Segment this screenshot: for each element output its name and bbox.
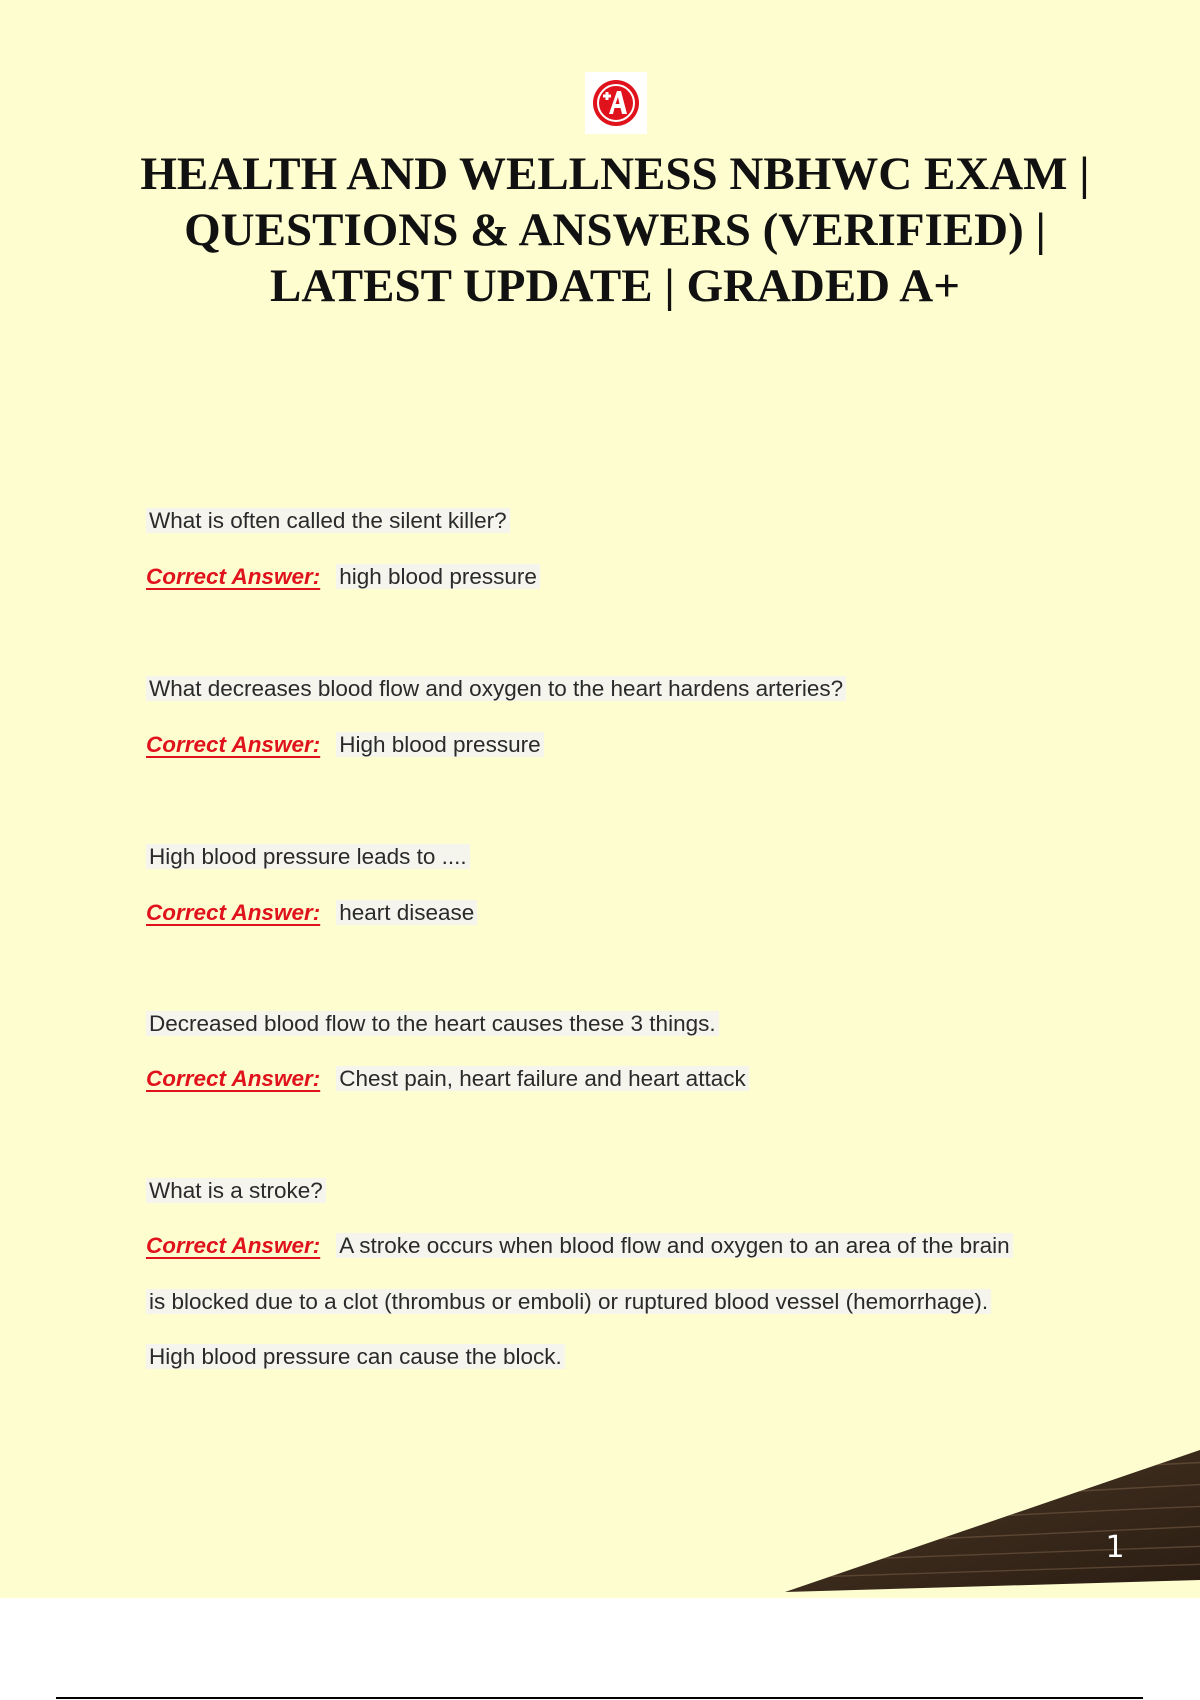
answer-text: Chest pain, heart failure and heart attack: [336, 1066, 749, 1091]
page-number: 1: [1105, 1530, 1125, 1565]
question-text: Decreased blood flow to the heart causes these 3 things.: [146, 1008, 719, 1040]
question-text: What is often called the silent killer?: [146, 505, 510, 537]
correct-answer-label: Correct Answer:: [146, 564, 321, 589]
question-text: What decreases blood flow and oxygen to the heart hardens arteries?: [146, 673, 846, 705]
answer-text: heart disease: [336, 900, 477, 925]
question-text: High blood pressure leads to ....: [146, 841, 470, 873]
correct-answer-label: Correct Answer:: [146, 1233, 321, 1258]
question-text: What is a stroke?: [146, 1175, 326, 1207]
answer-text: A stroke occurs when blood flow and oxygen to an area of the brain: [336, 1233, 1012, 1258]
correct-answer-label: Correct Answer:: [146, 900, 321, 925]
document-title: HEALTH AND WELLNESS NBHWC EXAM | QUESTIONS & ANSWERS (VERIFIED) | LATEST UPDATE | GRADED A+: [140, 148, 1090, 312]
answer-continuation: is blocked due to a clot (thrombus or emboli) or ruptured blood vessel (hemorrhage).: [146, 1286, 991, 1318]
answer-continuation: High blood pressure can cause the block.: [146, 1341, 565, 1373]
answer-text: high blood pressure: [336, 564, 540, 589]
correct-answer-label: Correct Answer:: [146, 732, 321, 757]
correct-answer-label: Correct Answer:: [146, 1066, 321, 1091]
footer-divider: [56, 1697, 1143, 1699]
answer-text: High blood pressure: [336, 732, 543, 757]
